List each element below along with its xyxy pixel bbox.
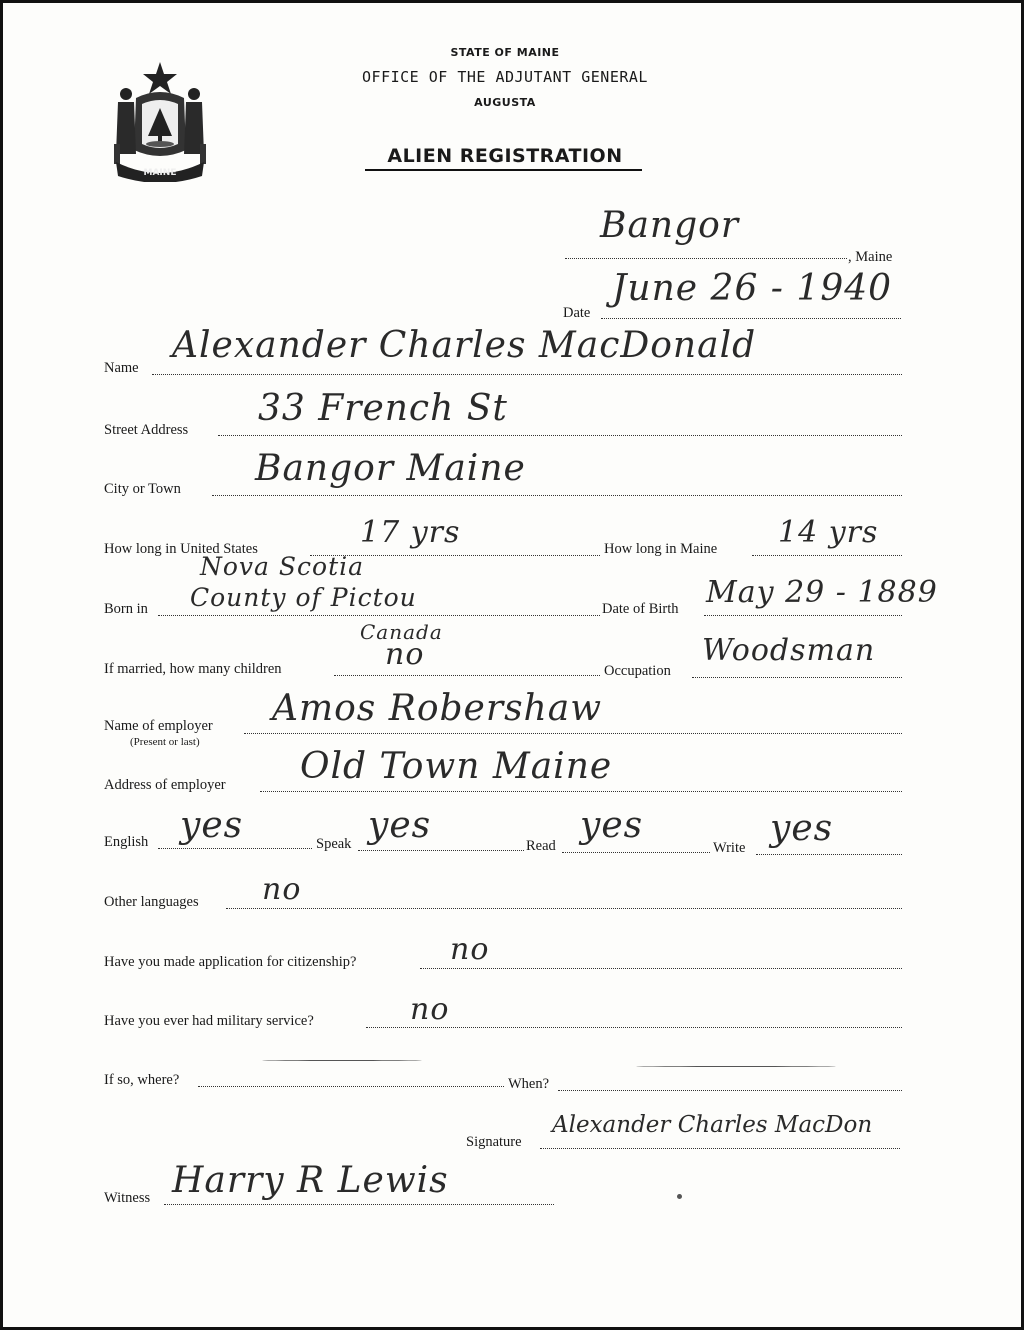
name-value: Alexander Charles MacDonald xyxy=(172,325,757,366)
english-value: yes xyxy=(180,805,244,846)
write-label: Write xyxy=(713,840,746,856)
military-value: no xyxy=(410,992,450,1027)
read-value: yes xyxy=(580,805,644,846)
english-line xyxy=(158,848,312,849)
military-line xyxy=(366,1027,902,1028)
occupation-line xyxy=(692,677,902,678)
when-dash xyxy=(636,1066,836,1067)
signature-value: Alexander Charles MacDon xyxy=(552,1112,873,1138)
how-long-us-value: 17 yrs xyxy=(360,515,461,550)
employer-label: Name of employer xyxy=(104,718,213,734)
seal-text: MAINE xyxy=(143,168,177,178)
other-languages-label: Other languages xyxy=(104,894,199,910)
born-in-line3: Canada xyxy=(360,620,443,644)
street-value: 33 French St xyxy=(258,388,508,429)
occupation-label: Occupation xyxy=(604,663,671,679)
citizenship-value: no xyxy=(450,932,490,967)
city-value: Bangor Maine xyxy=(255,448,526,489)
date-value: June 26 - 1940 xyxy=(612,268,893,309)
employer-line xyxy=(244,733,902,734)
page-border-left xyxy=(0,0,3,1330)
name-line xyxy=(152,374,902,375)
witness-value: Harry R Lewis xyxy=(172,1160,449,1201)
born-in-line2: County of Pictou xyxy=(190,583,417,612)
page-border-top xyxy=(0,0,1024,3)
citizenship-label: Have you made application for citizenship? xyxy=(104,954,357,970)
dob-line xyxy=(704,615,902,616)
witness-label: Witness xyxy=(104,1190,151,1206)
how-long-maine-line xyxy=(752,555,902,556)
where-line xyxy=(198,1086,504,1087)
born-in-line xyxy=(158,615,600,616)
employer-address-label: Address of employer xyxy=(104,777,226,793)
employer-address-line xyxy=(260,791,902,792)
write-value: yes xyxy=(770,808,834,849)
city-label: City or Town xyxy=(104,481,181,497)
employer-address-value: Old Town Maine xyxy=(300,746,613,787)
other-languages-line xyxy=(226,908,902,909)
street-label: Street Address xyxy=(104,422,189,438)
form-title: ALIEN REGISTRATION xyxy=(387,145,623,167)
read-label: Read xyxy=(526,838,556,854)
citizenship-line xyxy=(420,968,902,969)
when-line xyxy=(558,1090,902,1091)
signature-label: Signature xyxy=(466,1134,522,1150)
occupation-value: Woodsman xyxy=(702,633,876,668)
where-label: If so, where? xyxy=(104,1072,180,1088)
ink-spot xyxy=(677,1194,682,1199)
how-long-maine-label: How long in Maine xyxy=(604,541,718,557)
speak-line xyxy=(358,850,524,851)
signature-line xyxy=(540,1148,900,1149)
header-office: OFFICE OF THE ADJUTANT GENERAL xyxy=(362,68,648,86)
employer-sublabel: (Present or last) xyxy=(130,736,200,748)
children-value: no xyxy=(385,637,425,672)
header-state: STATE OF MAINE xyxy=(450,46,560,59)
date-line xyxy=(601,318,901,319)
city-line xyxy=(212,495,902,496)
speak-label: Speak xyxy=(316,836,352,852)
name-label: Name xyxy=(104,360,139,376)
header-city: AUGUSTA xyxy=(474,96,536,109)
maine-state-seal-icon xyxy=(106,58,214,182)
street-line xyxy=(218,435,902,436)
place-suffix: , Maine xyxy=(848,249,893,265)
title-underline xyxy=(365,169,642,171)
other-languages-value: no xyxy=(262,872,302,907)
born-in-line1: Nova Scotia xyxy=(200,552,365,581)
military-label: Have you ever had military service? xyxy=(104,1013,314,1029)
dob-value: May 29 - 1889 xyxy=(706,575,938,610)
write-line xyxy=(756,854,902,855)
speak-value: yes xyxy=(368,805,432,846)
dob-label: Date of Birth xyxy=(602,601,679,617)
how-long-maine-value: 14 yrs xyxy=(778,515,879,550)
place-value: Bangor xyxy=(600,205,740,246)
read-line xyxy=(562,852,710,853)
where-dash xyxy=(262,1060,422,1061)
employer-value: Amos Robershaw xyxy=(272,688,603,729)
when-label: When? xyxy=(508,1076,550,1092)
witness-line xyxy=(164,1204,554,1205)
place-line xyxy=(565,258,847,259)
children-line xyxy=(334,675,600,676)
born-in-label: Born in xyxy=(104,601,148,617)
children-label: If married, how many children xyxy=(104,661,282,677)
english-label: English xyxy=(104,834,149,850)
how-long-us-label: How long in United States xyxy=(104,541,258,557)
date-label: Date xyxy=(563,305,591,321)
